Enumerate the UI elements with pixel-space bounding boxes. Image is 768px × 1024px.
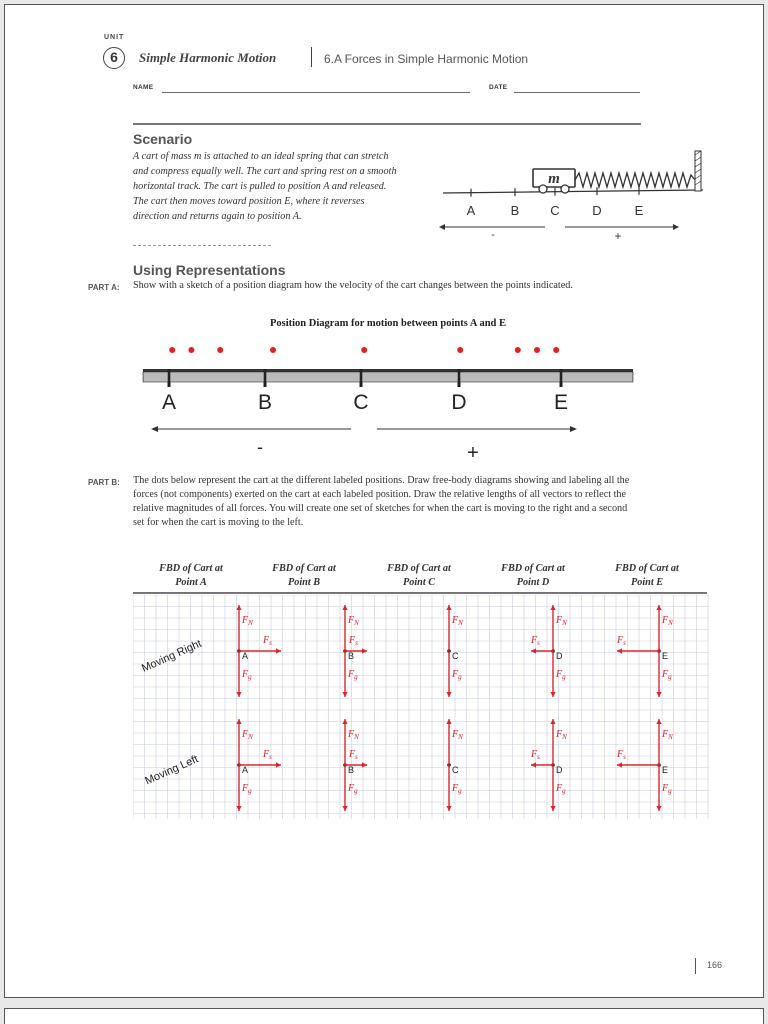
header-divider — [133, 123, 641, 125]
date-field[interactable] — [514, 92, 640, 93]
fbd-header-point: Point B — [288, 577, 320, 588]
velocity-dot — [270, 347, 276, 353]
cart-position-a: A — [466, 203, 476, 218]
fbd-column-header — [135, 562, 247, 590]
fbd-point-label: D — [556, 765, 563, 775]
fbd-header-line1: FBD of Cart at — [501, 563, 565, 574]
row-label-moving-left: Moving Left — [143, 753, 201, 788]
pd-point-c: C — [353, 391, 369, 414]
cart-position-c: C — [550, 203, 560, 218]
fbd-point-label: D — [556, 651, 563, 661]
force-label: $F_N$ — [452, 615, 463, 627]
pd-point-a: A — [161, 391, 177, 414]
pd-plus-arrow — [570, 426, 577, 432]
name-field[interactable] — [162, 92, 470, 93]
date-label: DATE — [489, 84, 508, 91]
cart-position-e: E — [634, 203, 644, 218]
force-label: $F_g$ — [662, 669, 672, 681]
part-a-instructions: Show with a sketch of a position diagram how the velocity of the cart changes between the points indicated. — [133, 280, 573, 291]
force-label: $F_s$ — [349, 749, 358, 761]
fbd-point-label: B — [348, 765, 355, 775]
scenario-minus-label: - — [491, 229, 495, 241]
force-label: $F_g$ — [242, 669, 252, 681]
unit-number-badge: 6 — [103, 47, 125, 69]
page-number-separator — [695, 958, 696, 974]
fbd-header-line1: FBD of Cart at — [272, 563, 336, 574]
fbd-grid — [133, 595, 709, 819]
pd-point-d: D — [451, 391, 467, 414]
velocity-dot — [188, 347, 194, 353]
title-separator — [311, 47, 312, 67]
cart-wheel-left — [539, 185, 547, 193]
force-label: $F_g$ — [556, 783, 566, 795]
force-label: $F_s$ — [263, 749, 272, 761]
cart-mass-label: m — [548, 171, 560, 187]
fbd-column-header — [248, 562, 360, 590]
force-label: $F_N$ — [662, 729, 673, 741]
fbd-point-label: E — [662, 765, 669, 775]
velocity-dot — [515, 347, 521, 353]
force-label: $F_s$ — [263, 635, 272, 647]
row-label-moving-right: Moving Right — [140, 637, 204, 675]
scenario-plus-label: + — [614, 229, 622, 243]
spring — [575, 173, 695, 187]
force-label: $F_g$ — [662, 783, 672, 795]
worksheet-page — [4, 4, 764, 998]
fbd-point-label: E — [662, 651, 669, 661]
velocity-dot — [553, 347, 559, 353]
cart-position-d: D — [592, 203, 602, 218]
pd-tick-b — [264, 369, 267, 387]
force-label: $F_N$ — [242, 615, 253, 627]
fbd-point-label: C — [452, 765, 459, 775]
pd-tick-e — [560, 369, 563, 387]
scenario-divider — [133, 245, 271, 246]
fbd-header-divider — [133, 592, 707, 594]
pd-point-e: E — [553, 391, 569, 414]
track-line — [443, 190, 703, 193]
fbd-column-header — [591, 562, 703, 590]
fbd-header-line1: FBD of Cart at — [615, 563, 679, 574]
fbd-header-point: Point A — [175, 577, 207, 588]
velocity-dot — [169, 347, 175, 353]
part-b-instructions: The dots below represent the cart at the different labeled positions. Draw free-body diagrams showing and labeling all the forces (not components) exerted on the cart at each labeled position. Draw the relative lengths of all vectors to reflect the relative magnitudes of all forces. You will create one set of sketches for when the cart is moving to the right and a second set for when the cart is moving to the left. — [133, 475, 630, 528]
velocity-dot — [217, 347, 223, 353]
name-label: NAME — [133, 84, 154, 91]
force-label: $F_s$ — [349, 635, 358, 647]
pd-plus-label: + — [467, 442, 479, 464]
force-label: $F_N$ — [662, 615, 673, 627]
fbd-header-line1: FBD of Cart at — [159, 563, 223, 574]
position-diagram — [133, 331, 643, 471]
force-label: $F_g$ — [452, 783, 462, 795]
force-label: $F_N$ — [242, 729, 253, 741]
part-a-label: PART A: — [88, 283, 120, 292]
fbd-point-label: C — [452, 651, 459, 661]
scenario-text: A cart of mass m is attached to an ideal spring that can stretch and compress equally well. The cart and spring rest on a smooth horizontal track. The cart is pulled to position A and released. The cart then moves toward position E, where it reverses direction and returns again to position A. — [133, 151, 397, 222]
pd-point-b: B — [257, 391, 273, 414]
velocity-dot — [457, 347, 463, 353]
force-label: $F_g$ — [348, 669, 358, 681]
fbd-header-line1: FBD of Cart at — [387, 563, 451, 574]
fbd-column-header — [363, 562, 475, 590]
cart-spring-figure — [433, 145, 713, 245]
velocity-dot — [361, 347, 367, 353]
unit-title: Simple Harmonic Motion — [139, 50, 277, 65]
pd-minus-label: - — [257, 437, 263, 457]
position-diagram-title: Position Diagram for motion between points A and E — [269, 318, 507, 329]
force-label: $F_N$ — [452, 729, 463, 741]
force-label: $F_g$ — [556, 669, 566, 681]
part-b-label: PART B: — [88, 478, 120, 487]
force-label: $F_s$ — [531, 749, 540, 761]
next-page-edge — [4, 1008, 764, 1024]
force-label: $F_N$ — [556, 615, 567, 627]
pd-tick-a — [168, 369, 171, 387]
unit-label: UNIT — [104, 34, 125, 41]
force-label: $F_s$ — [617, 749, 626, 761]
cart-position-b: B — [510, 203, 520, 218]
force-label: $F_g$ — [348, 783, 358, 795]
force-label: $F_N$ — [348, 729, 359, 741]
force-label: $F_s$ — [617, 635, 626, 647]
fbd-column-header — [477, 562, 589, 590]
page-number: 166 — [707, 960, 723, 970]
cart-wheel-right — [561, 185, 569, 193]
pd-tick-d — [458, 369, 461, 387]
force-label: $F_N$ — [348, 615, 359, 627]
fbd-header-point: Point E — [631, 577, 663, 588]
fbd-point-label: B — [348, 651, 355, 661]
fbd-point-label: A — [242, 651, 249, 661]
fbd-point-label: A — [242, 765, 249, 775]
scenario-heading: Scenario — [133, 131, 193, 147]
pd-minus-arrow — [151, 426, 158, 432]
fbd-header-point: Point D — [516, 577, 550, 588]
velocity-dot — [534, 347, 540, 353]
force-label: $F_g$ — [452, 669, 462, 681]
topic-title: 6.A Forces in Simple Harmonic Motion — [324, 52, 529, 66]
force-label: $F_N$ — [556, 729, 567, 741]
force-label: $F_g$ — [242, 783, 252, 795]
force-label: $F_s$ — [531, 635, 540, 647]
pd-tick-c — [360, 369, 363, 387]
using-representations-heading: Using Representations — [133, 262, 286, 278]
fbd-header-point: Point C — [403, 577, 435, 588]
